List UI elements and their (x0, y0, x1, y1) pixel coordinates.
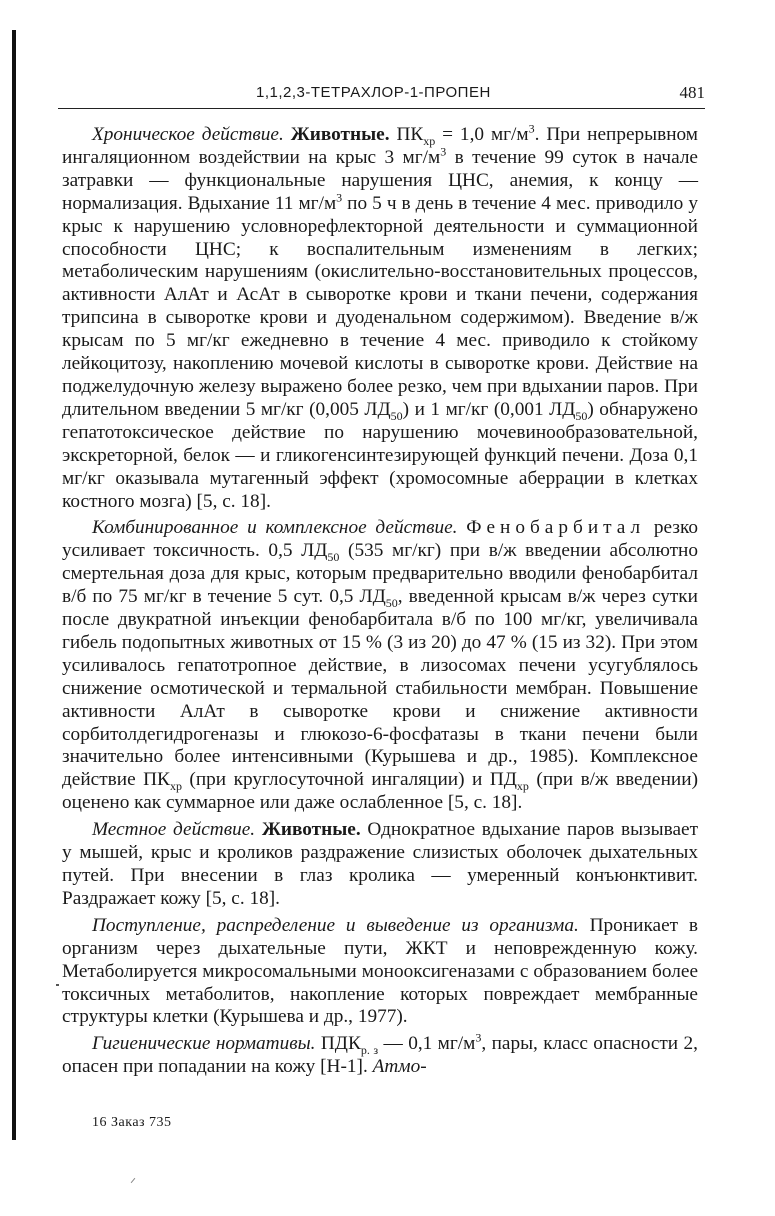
scan-speck (131, 1178, 136, 1183)
subject-label: Животные. (261, 819, 361, 841)
text-run: (при в/ж введении) оценено как суммарное или даже ослабленное [5, с. 18]. (62, 769, 698, 814)
text-run: по 5 ч в день в течение 4 мес. приводило у крыс к нарушению условнорефлекторной деятельности и суммационной способности ЦНС; к воспалительным изменениям в легких; метаболическим нарушениям (окислительно-восстановительных процессов, активности АлАт и АсАт в сыворотке крови и ткани печени, содержания трипсина в сыворотке крови и дуоденальном содержимом). Введение в/ж крысам по 5 мг/кг ежедневно в течение 4 мес. приводило к стойкому лейкоцитозу, накоплению мочевой кислоты в сыворотке крови. Действие на поджелудочную железу выражено более резко, чем при вдыхании паров. При длительном введении 5 мг/кг (0,005 ЛД (62, 192, 698, 420)
text-run: ПДК (315, 1033, 361, 1055)
text-run: = 1,0 мг/м (435, 124, 529, 145)
paragraph-chronic-action (62, 121, 699, 513)
paragraph-combined-action (62, 517, 698, 815)
paragraph-local-action (62, 819, 698, 911)
text-run: (535 мг/кг) при в/ж введении абсолютно смертельная доза для крыс, которым предварительно вводили фенобарбитал в/б по 75 мг/кг в течение 5 сут. 0,5 ЛД (62, 540, 698, 608)
text-run: ПК (389, 124, 424, 145)
text-run: , введенной крысам в/ж через сутки после двукратной инъекции фенобарбитала в/б по 100 мг/кг, увеличивала гибель подопытных животных от 15 % (3 из 20) до 47 % (15 из 32). При этом усиливалось гепатотропное действие, в лизосомах печени усугублялось снижение осмотической и термальной стабильности мембран. Повышение активности АлАт в сыворотке крови и снижение активности сорбитолдегидрогеназы и глюкозо-6-фосфатазы в ткани печени были значительно более интенсивными (Курышева и др., 1985). Комплексное действие ПК (62, 586, 698, 791)
subscript: 50 (575, 408, 588, 423)
page-body (62, 121, 699, 1080)
section-lead: Поступление, распределение и выведение из организма. (92, 914, 579, 936)
text-run: (при круглосуточной ингаляции) и ПД (181, 769, 517, 791)
scan-speck (56, 984, 59, 986)
text-run: Проникает в организм через дыхательные пути, ЖКТ и неповрежденную кожу. Метаболируется микросомальными монооксигеназами с образованием более токсичных метаболитов, накопление которых повреждает мембранные структуры клетки (Курышева и др., 1977). (62, 914, 698, 1028)
section-lead: Гигиенические нормативы. (92, 1033, 316, 1055)
text-run: резко усиливает токсичность. 0,5 ЛД (62, 517, 698, 562)
section-lead: Местное действие. (92, 819, 256, 841)
section-lead: Хроническое действие. (92, 124, 284, 145)
text-run: , пары, класс опасности 2, опасен при попадании на кожу [Н-1]. (62, 1033, 698, 1078)
subject-label: Животные. (290, 124, 390, 145)
subscript: р. з (360, 1043, 379, 1058)
paragraph-intake-distribution (62, 915, 698, 1030)
subscript: хр (169, 779, 182, 794)
spaced-term: Фенобарбитал (466, 517, 646, 539)
text-run: . При непрерывном ингаляционном воздействии на крыс 3 мг/м (62, 124, 699, 168)
continued-word: Атмо- (367, 1056, 427, 1078)
superscript: 3 (475, 1030, 482, 1045)
section-lead: Комбинированное и комплексное действие. (92, 517, 458, 539)
text-run: ) обнаружено гепатотоксическое действие по нарушению мочевинообразовательной, экскреторной, белок — и гликогенсинтезирующей функций печени. Доза 0,1 мг/кг оказывала мутагенный эффект (хромосомные аберрации в клетках костного мозга) [5, с. 18]. (62, 398, 698, 512)
subscript: 50 (390, 408, 403, 423)
superscript: 3 (528, 121, 535, 136)
subscript: 50 (385, 595, 398, 610)
page-number: 481 (679, 83, 705, 102)
subscript: хр (516, 779, 529, 794)
subscript: хр (423, 133, 436, 148)
text-run: Однократное вдыхание паров вызывает у мышей, крыс и кроликов раздражение слизистых оболочек дыхательных путей. При внесении в глаз кролика — умеренный конъюнктивит. Раздражает кожу [5, с. 18]. (62, 819, 699, 909)
superscript: 3 (440, 144, 447, 159)
text-run: ) и 1 мг/кг (0,001 ЛД (402, 398, 576, 420)
paragraph-hygiene-norms (62, 1030, 698, 1079)
text-run: — 0,1 мг/м (378, 1033, 476, 1055)
binding-edge-mark (12, 30, 16, 1140)
subscript: 50 (327, 550, 340, 565)
running-title: 1,1,2,3-ТЕТРАХЛОР-1-ПРОПЕН (256, 84, 491, 101)
superscript: 3 (336, 190, 343, 205)
running-header (58, 82, 705, 109)
text-run: в течение 99 суток в начале затравки — функциональные нарушения ЦНС, анемия, к концу — нормализация. Вдыхание 11 мг/м (62, 146, 698, 214)
print-order-footer: 16 Заказ 735 (92, 1115, 172, 1130)
